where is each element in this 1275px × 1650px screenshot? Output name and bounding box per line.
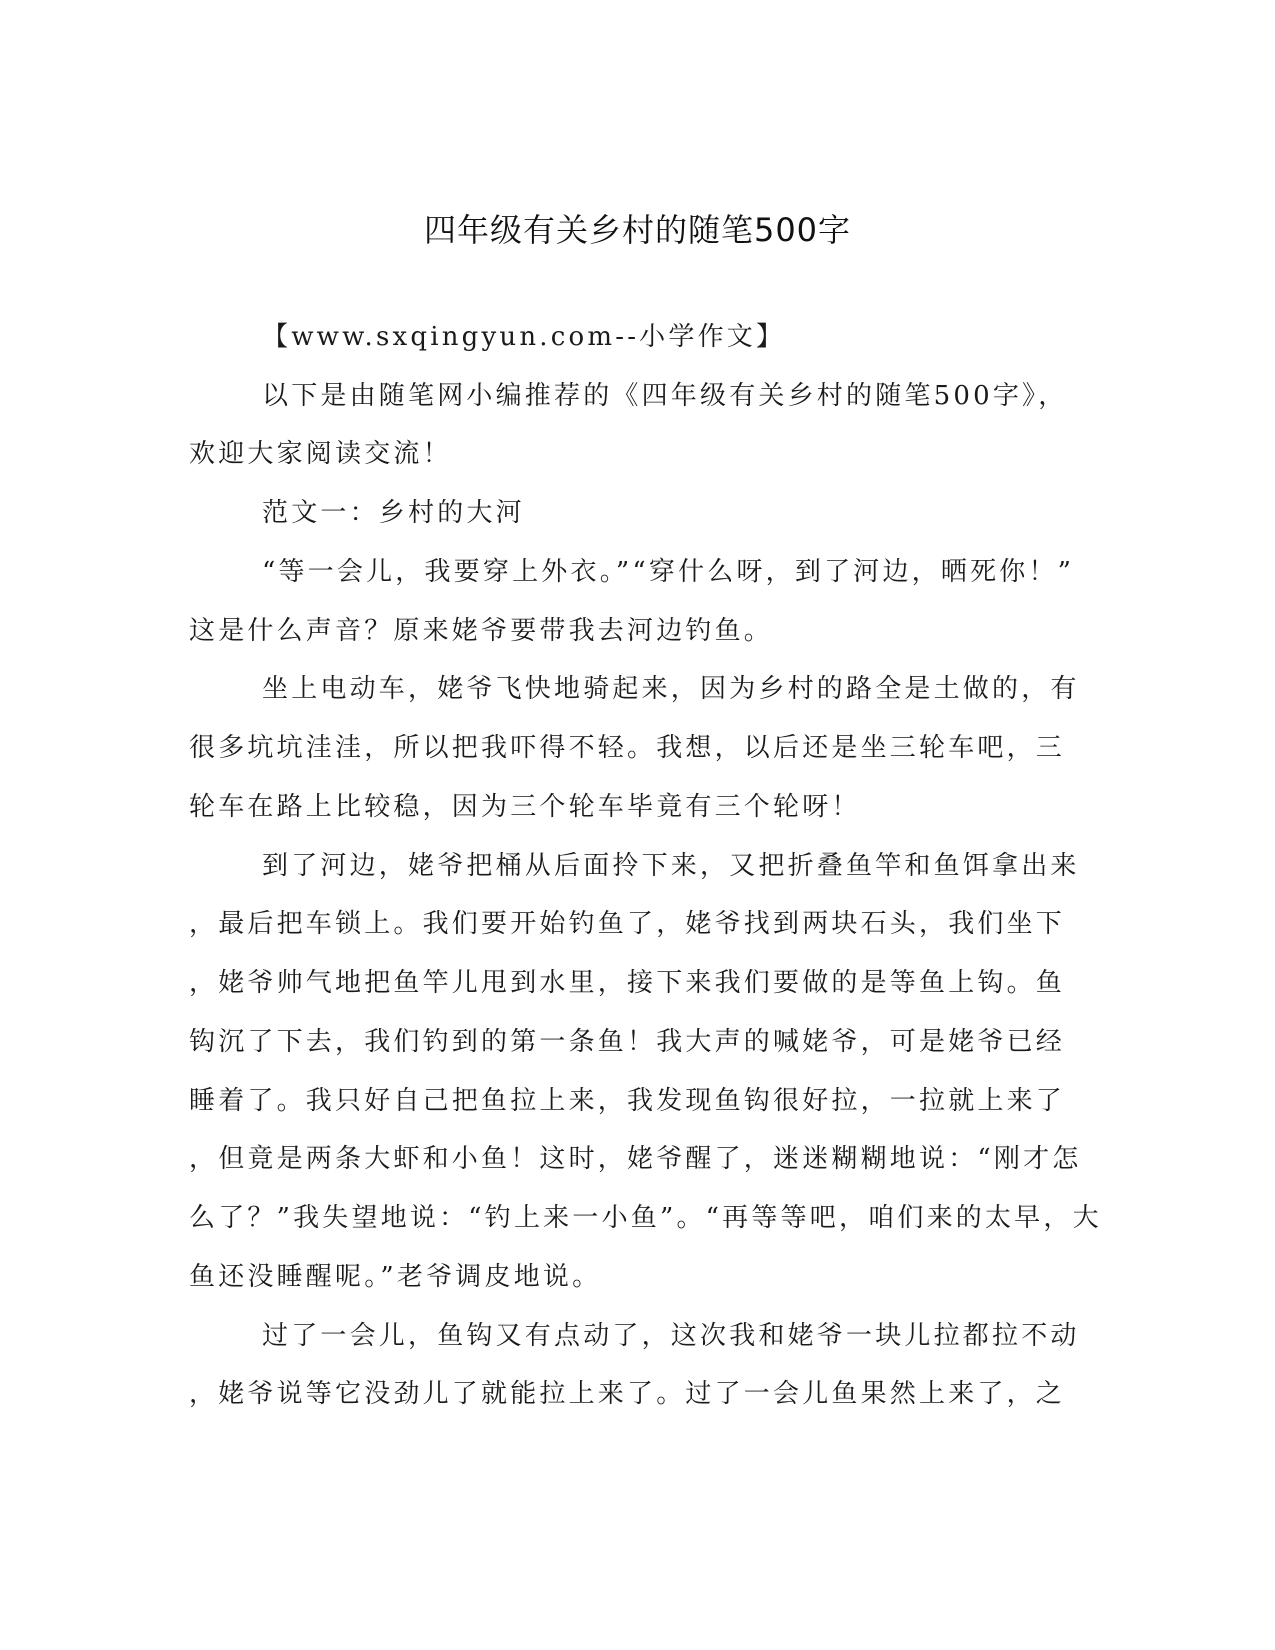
paragraph-line: 轮车在路上比较稳，因为三个轮车毕竟有三个轮呀！ [189, 792, 861, 822]
paragraph-line: 到了河边，姥爷把桶从后面拎下来，又把折叠鱼竿和鱼饵拿出来 [262, 851, 1080, 881]
source-line: 【www.sxqingyun.com--小学作文】 [262, 322, 786, 352]
paragraph-line: ，但竟是两条大虾和小鱼！这时，姥爷醒了，迷迷糊糊地说：“刚才怎 [189, 1144, 1082, 1174]
paragraph-line: 钩沉了下去，我们钓到的第一条鱼！我大声的喊姥爷，可是姥爷已经 [189, 1027, 1066, 1057]
intro-line-1: 以下是由随笔网小编推荐的《四年级有关乡村的随笔500字》， [262, 381, 1068, 411]
paragraph-line: “等一会儿，我要穿上外衣。”“穿什么呀，到了河边，晒死你！” [262, 557, 1075, 587]
paragraph-line: ，姥爷帅气地把鱼竿儿甩到水里，接下来我们要做的是等鱼上钩。鱼 [189, 968, 1066, 998]
paragraph-line: 很多坑坑洼洼，所以把我吓得不轻。我想，以后还是坐三轮车吧，三 [189, 733, 1066, 763]
paragraph-line: 睡着了。我只好自己把鱼拉上来，我发现鱼钩很好拉，一拉就上来了 [189, 1086, 1066, 1116]
paragraph-line: ，最后把车锁上。我们要开始钓鱼了，姥爷找到两块石头，我们坐下 [189, 909, 1066, 939]
paragraph-line: 鱼还没睡醒呢。”老爷调皮地说。 [189, 1262, 602, 1292]
intro-line-2: 欢迎大家阅读交流！ [189, 439, 452, 469]
section-heading: 范文一：乡村的大河 [262, 498, 525, 528]
paragraph-line: 这是什么声音？原来姥爷要带我去河边钓鱼。 [189, 616, 774, 646]
paragraph-line: ，姥爷说等它没劲儿了就能拉上来了。过了一会儿鱼果然上来了，之 [189, 1379, 1066, 1409]
paragraph-line: 过了一会儿，鱼钩又有点动了，这次我和姥爷一块儿拉都拉不动 [262, 1321, 1080, 1351]
paragraph-line: 么了？”我失望地说：“钓上来一小鱼”。“再等等吧，咱们来的太早，大 [189, 1203, 1102, 1233]
document-title: 四年级有关乡村的随笔500字 [423, 211, 852, 249]
paragraph-line: 坐上电动车，姥爷飞快地骑起来，因为乡村的路全是土做的，有 [262, 674, 1080, 704]
